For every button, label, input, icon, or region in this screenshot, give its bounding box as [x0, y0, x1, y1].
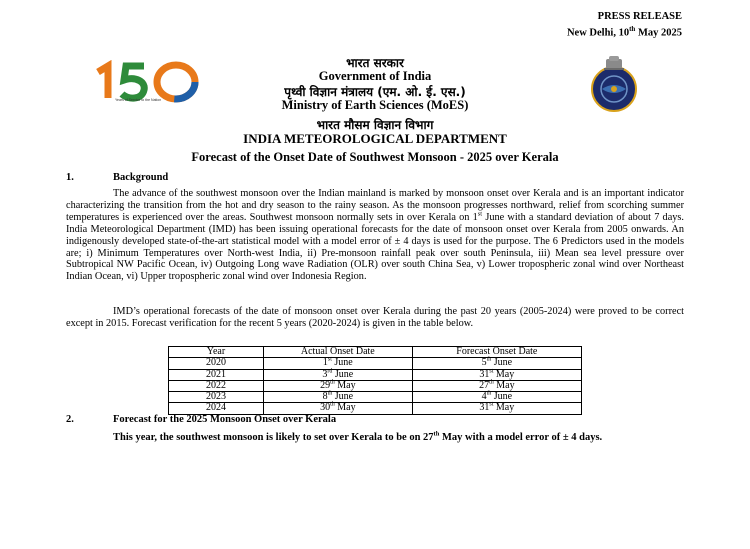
forecast-onset-cell: 31st May — [412, 403, 581, 414]
year-cell: 2020 — [169, 358, 264, 369]
section-2-heading: Forecast for the 2025 Monsoon Onset over Kerala — [113, 414, 337, 425]
actual-onset-cell: 1st June — [263, 358, 412, 369]
table-row — [169, 392, 582, 403]
document-title: Forecast of the Onset Date of Southwest Monsoon - 2025 over Kerala — [191, 150, 559, 164]
forecast-onset-cell: 27th May — [412, 380, 581, 391]
forecast-verification-table — [168, 346, 582, 415]
table-row — [169, 380, 582, 391]
background-paragraph-2: IMD’s operational forecasts of the date of monsoon onset over Kerala during the past 20 years (2005-2024) were proved to be correct except in 2015. Forecast verification for the recent 5 years (2020-2024) is given in the table below. — [66, 306, 684, 329]
table-row — [169, 358, 582, 369]
forecast-statement: This year, the southwest monsoon is likely to set over Kerala to be on 27th May with a model error of ± 4 days. — [113, 430, 603, 443]
ministry-hindi: पृथ्वी विज्ञान मंत्रालय (एम. ओ. ई. एस.) — [284, 85, 466, 99]
forecast-onset-cell: 4th June — [412, 392, 581, 403]
dept-english: INDIA METEOROLOGICAL DEPARTMENT — [243, 131, 507, 146]
ministry-english: Ministry of Earth Sciences (MoES) — [281, 98, 469, 112]
table-header-forecast: Forecast Onset Date — [412, 347, 581, 358]
govt-english: Government of India — [318, 69, 432, 83]
actual-onset-cell: 8th June — [263, 392, 412, 403]
year-cell: 2022 — [169, 380, 264, 391]
logo-tagline: Years of Service to the Nation — [115, 98, 162, 102]
actual-onset-cell: 30th May — [263, 403, 412, 414]
table-header-row — [169, 347, 582, 358]
table-header-actual: Actual Onset Date — [263, 347, 412, 358]
table-header-year: Year — [169, 347, 264, 358]
section-1-heading: Background — [113, 172, 169, 183]
press-release-label: PRESS RELEASE — [597, 11, 682, 22]
background-paragraph-1: The advance of the southwest monsoon over the Indian mainland is marked by monsoon onset over Kerala and is an important indicator characterizing the transition from the hot and dry season to the rainy season. As the monsoon progresses northward, relief from scorching summer temperatures is experienced over the areas. Southwest monsoon normally sets in over Kerala on 1st June with a standard deviation of about 7 days. India Meteorological Department (IMD) has been issuing operational forecasts for the date of monsoon onset over Kerala from 2005 onwards. An indigenously developed state-of-the-art statistical model with a model error of ± 4 days is used for the purpose. The 6 Predictors used in the models are; i) Minimum Temperatures over North-west India, ii) Pre-monsoon rainfall peak over south Peninsula, iii) Mean sea level pressure over Subtropical NW Pacific Ocean, iv) Outgoing Long wave Radiation (OLR) over south China Sea, v) Lower tropospheric zonal wind over Northeast Indian Ocean, vi) Upper tropospheric zonal wind over Indonesia Region. — [66, 188, 685, 283]
dept-hindi: भारत मौसम विज्ञान विभाग — [316, 118, 434, 132]
actual-onset-cell: 3rd June — [263, 369, 412, 380]
press-release-block — [567, 11, 682, 40]
press-release-date: New Delhi, 10th May 2025 — [566, 25, 682, 39]
year-cell: 2023 — [169, 392, 264, 403]
forecast-onset-cell: 5th June — [412, 358, 581, 369]
year-cell: 2021 — [169, 369, 264, 380]
year-cell: 2024 — [169, 403, 264, 414]
table-row — [169, 403, 582, 414]
table-row — [169, 369, 582, 380]
govt-hindi: भारत सरकार — [346, 56, 404, 70]
forecast-onset-cell: 31st May — [412, 369, 581, 380]
actual-onset-cell: 29th May — [263, 380, 412, 391]
section-2-number: 2. — [66, 414, 74, 425]
section-1-number: 1. — [66, 172, 74, 183]
